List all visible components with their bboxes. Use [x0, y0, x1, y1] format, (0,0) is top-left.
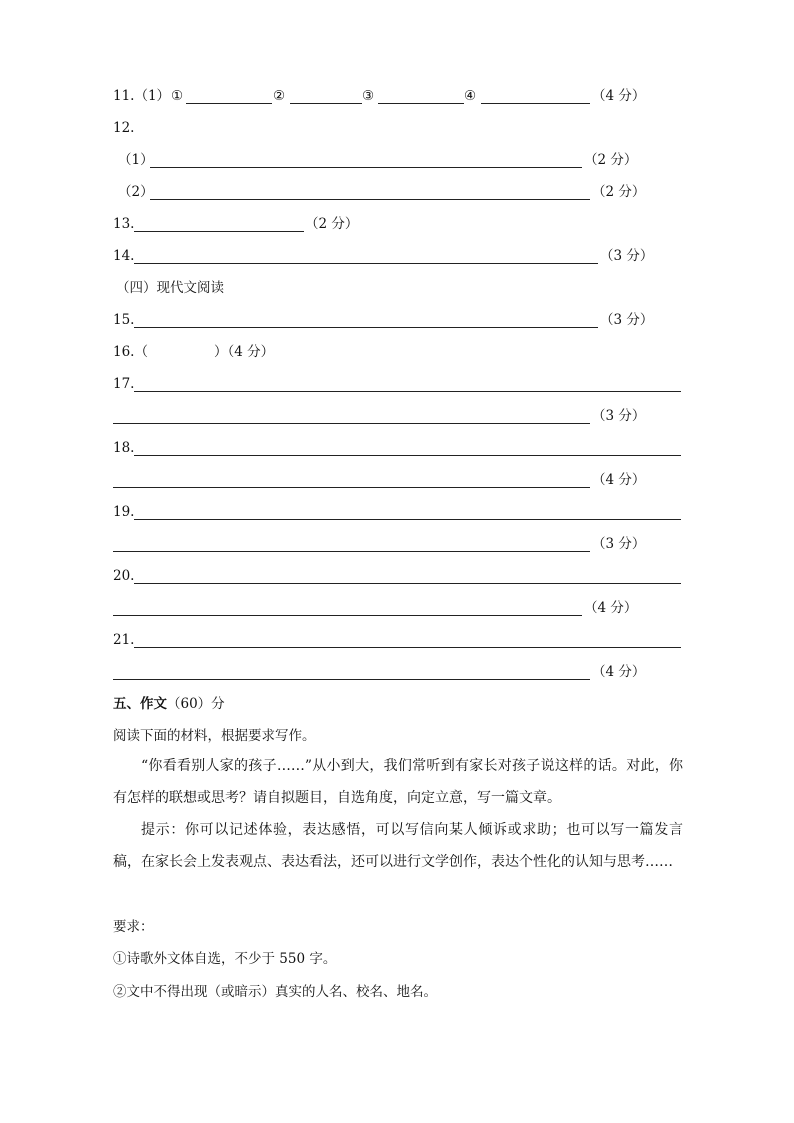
q13-number: 13.	[113, 216, 135, 232]
q14-blank[interactable]	[134, 263, 598, 264]
q11-prefix: 11.（1）	[113, 88, 171, 104]
q17-blank-line-2[interactable]	[113, 423, 590, 424]
q12-sub1-blank[interactable]	[150, 167, 582, 168]
q21-score: （4 分）	[592, 664, 646, 680]
q12-sub1-score: （2 分）	[584, 152, 638, 168]
q11-marker-4: ④	[464, 88, 477, 104]
q19-blank-line-1[interactable]	[134, 519, 681, 520]
q11-score: （4 分）	[592, 88, 646, 104]
essay-material: “你看看别人家的孩子……”从小到大，我们常听到有家长对孩子说这样的话。对此，你有怎样的联想或思考？请自拟题目，自选角度，向定立意，写一篇文章。	[113, 758, 683, 806]
q18-number: 18.	[113, 440, 135, 456]
q11-blank-3[interactable]	[378, 103, 464, 104]
q12-sub2-blank[interactable]	[150, 199, 590, 200]
q13-blank[interactable]	[134, 231, 304, 232]
essay-instruction: 阅读下面的材料，根据要求写作。	[113, 728, 316, 744]
q17-score: （3 分）	[592, 408, 646, 424]
q12-sub1-label: （1）	[118, 152, 154, 168]
q15-score: （3 分）	[600, 312, 654, 328]
q19-blank-line-2[interactable]	[113, 551, 590, 552]
q19-score: （3 分）	[592, 536, 646, 552]
q11-blank-1[interactable]	[186, 103, 272, 104]
q20-score: （4 分）	[584, 600, 638, 616]
q13-score: （2 分）	[305, 216, 359, 232]
q18-score: （4 分）	[592, 472, 646, 488]
q11-blank-4[interactable]	[481, 103, 590, 104]
q21-blank-line-2[interactable]	[113, 679, 590, 680]
essay-requirement-1: ①诗歌外文体自选，不少于 550 字。	[113, 951, 337, 967]
q14-number: 14.	[113, 248, 135, 264]
q11-blank-2[interactable]	[290, 103, 362, 104]
q17-blank-line-1[interactable]	[134, 391, 681, 392]
q11-marker-3: ③	[362, 88, 375, 104]
q11-marker-1: ①	[171, 88, 184, 104]
q12-number: 12.	[113, 120, 135, 136]
q18-blank-line-2[interactable]	[113, 487, 590, 488]
essay-heading-score: （60）分	[167, 696, 225, 712]
essay-requirements-label: 要求：	[113, 919, 154, 935]
q21-number: 21.	[113, 632, 135, 648]
q14-score: （3 分）	[600, 248, 654, 264]
section-4-title: （四）现代文阅读	[116, 280, 224, 296]
essay-hint-paragraph	[113, 814, 683, 878]
essay-material-paragraph	[113, 750, 683, 814]
q15-number: 15.	[113, 312, 135, 328]
q12-sub2-label: （2）	[118, 184, 154, 200]
essay-hint: 提示：你可以记述体验，表达感悟，可以写信向某人倾诉或求助；也可以写一篇发言稿，在家长会上发表观点、表达看法，还可以进行文学创作，表达个性化的认知与思考……	[113, 822, 683, 870]
q20-number: 20.	[113, 568, 135, 584]
q20-blank-line-1[interactable]	[134, 583, 681, 584]
essay-heading-bold: 五、作文	[113, 696, 167, 712]
q12-sub2-score: （2 分）	[592, 184, 646, 200]
q15-blank[interactable]	[134, 327, 598, 328]
q16-close-score: ）（4 分）	[214, 344, 275, 360]
q20-blank-line-2[interactable]	[113, 615, 582, 616]
essay-heading	[113, 693, 225, 715]
q19-number: 19.	[113, 504, 135, 520]
q21-blank-line-1[interactable]	[134, 647, 681, 648]
q11-marker-2: ②	[273, 88, 286, 104]
q18-blank-line-1[interactable]	[134, 455, 681, 456]
q16-number: 16.（	[113, 344, 148, 360]
essay-requirement-2: ②文中不得出现（或暗示）真实的人名、校名、地名。	[113, 984, 437, 1000]
q17-number: 17.	[113, 376, 135, 392]
